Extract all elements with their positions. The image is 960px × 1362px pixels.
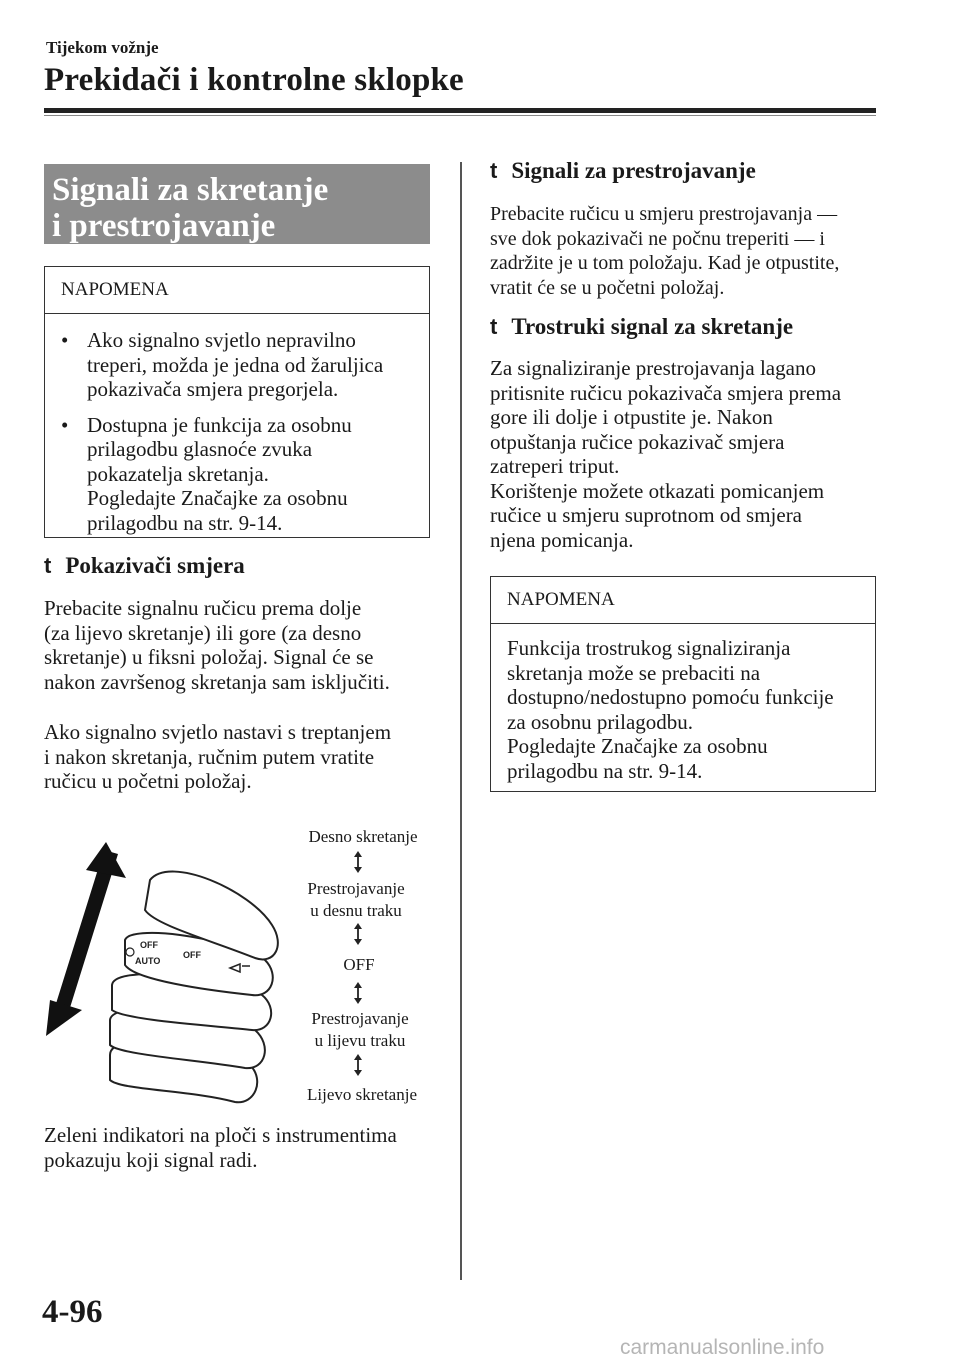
text-line: Ako signalno svjetlo nastavi s treptanjem	[44, 720, 392, 744]
text-line: pokazuju koji signal radi.	[44, 1147, 258, 1172]
note-line: treperi, možda je jedna od žaruljica	[87, 352, 384, 377]
bullet-icon: •	[61, 328, 69, 352]
label-line: Prestrojavanje	[311, 1009, 409, 1028]
text-line: Prebacite ručicu u smjeru prestrojavanja —	[490, 203, 838, 225]
text-line: Za signaliziranje prestrojavanja lagano	[490, 356, 816, 380]
column-divider	[460, 162, 462, 1280]
text-line: Zeleni indikatori na ploči s instrumentima	[44, 1123, 397, 1147]
note-line: prilagodbu na str. 9-14.	[507, 758, 703, 783]
text-line: Korištenje možete otkazati pomicanjem	[490, 478, 825, 503]
note-line: Funkcija trostrukog signaliziranja	[507, 636, 791, 660]
double-arrow-icon	[352, 923, 364, 945]
text-line: pritisnite ručicu pokazivača smjera prema	[490, 380, 842, 405]
text-line: zatreperi triput.	[490, 454, 620, 478]
label-off: OFF	[343, 955, 375, 974]
paragraph	[490, 356, 890, 552]
label-line: u lijevu traku	[314, 1031, 406, 1050]
heading-indicators	[44, 553, 245, 579]
note-item	[45, 413, 429, 536]
text-line: (za lijevo skretanje) ili gore (za desno	[44, 620, 362, 645]
section-banner	[44, 164, 430, 244]
label-right-turn: Desno skretanje	[308, 827, 418, 846]
title-rule-thin	[44, 115, 876, 116]
text-line: ručice u smjeru suprotnom od smjera	[490, 503, 803, 527]
switch-off-mark: OFF	[140, 940, 158, 950]
text-line: zadržite je u tom položaju. Kad je otpustite,	[490, 252, 840, 274]
page-number: 4-96	[42, 1294, 103, 1330]
note-line: Ako signalno svjetlo nepravilno	[87, 328, 356, 352]
paragraph	[490, 202, 890, 300]
text-line: nakon završenog skretanja sam isključiti.	[44, 669, 390, 694]
label-left-turn: Lijevo skretanje	[307, 1085, 417, 1104]
note-body	[45, 314, 429, 535]
paragraph	[44, 1123, 444, 1172]
note-item	[45, 328, 429, 402]
text-line: vratit će se u početni položaj.	[490, 276, 725, 299]
note-line: za osobnu prilagodbu.	[507, 709, 694, 734]
heading-lane-change	[490, 158, 756, 184]
section-marker-icon: t	[490, 314, 498, 339]
paragraph	[44, 720, 444, 794]
switch-off-mark-2: OFF	[183, 950, 201, 960]
text-line: gore ili dolje i otpustite je. Nakon	[490, 405, 773, 429]
double-arrow-icon	[352, 851, 364, 873]
text-line: skretanje) u fiksni položaj. Signal će se	[44, 645, 374, 669]
note-line: prilagodbu na str. 9-14.	[87, 510, 283, 535]
double-arrow-icon	[352, 982, 364, 1004]
heading-text: Signali za prestrojavanje	[511, 158, 756, 183]
note-box-2	[490, 576, 876, 792]
double-arrow-icon	[352, 1054, 364, 1076]
turn-signal-lever-diagram	[40, 840, 300, 1110]
note-box-1	[44, 266, 430, 538]
label-lane-right	[292, 878, 420, 922]
section-marker-icon: t	[490, 158, 498, 183]
note-body	[491, 624, 875, 783]
text-line: i nakon skretanja, ručnim putem vratite	[44, 744, 375, 769]
section-label: Tijekom vožnje	[46, 38, 159, 57]
text-line: otpuštanja ručice pokazivač smjera	[490, 429, 785, 454]
banner-line-1: Signali za skretanje	[52, 172, 329, 208]
note-line: pokazatelja skretanja.	[87, 461, 269, 486]
note-line: skretanja može se prebaciti na	[507, 660, 761, 685]
text-line: njena pomicanja.	[490, 527, 634, 552]
note-line: dostupno/nedostupno pomoću funkcije	[507, 685, 834, 709]
note-line: pokazivača smjera pregorjela.	[87, 377, 339, 401]
banner-line-2: i prestrojavanje	[52, 208, 276, 244]
text-line: ručicu u početni položaj.	[44, 769, 252, 793]
note-line: Dostupna je funkcija za osobnu	[87, 412, 352, 437]
lever-stack	[110, 872, 278, 1103]
label-line: Prestrojavanje	[307, 879, 405, 898]
section-marker-icon: t	[44, 553, 52, 578]
heading-text: Trostruki signal za skretanje	[511, 314, 794, 339]
note-heading: NAPOMENA	[45, 267, 429, 314]
note-line: prilagodbu glasnoće zvuka	[87, 437, 313, 461]
paragraph	[44, 596, 444, 694]
note-line: Pogledajte Značajke za osobnu	[87, 486, 348, 510]
title-rule	[44, 108, 876, 113]
watermark: carmanualsonline.info	[620, 1336, 825, 1359]
page-title: Prekidači i kontrolne sklopke	[44, 62, 464, 98]
heading-text: Pokazivači smjera	[65, 553, 245, 578]
note-heading: NAPOMENA	[491, 577, 875, 624]
switch-auto-mark: AUTO	[135, 956, 161, 966]
heading-triple-signal	[490, 314, 793, 340]
bullet-icon: •	[61, 412, 69, 437]
text-line: sve dok pokazivači ne počnu treperiti — i	[490, 227, 825, 250]
label-lane-left	[296, 1008, 424, 1052]
text-line: Prebacite signalnu ručicu prema dolje	[44, 596, 362, 620]
label-line: u desnu traku	[310, 901, 402, 920]
note-line: Pogledajte Značajke za osobnu	[507, 734, 768, 758]
